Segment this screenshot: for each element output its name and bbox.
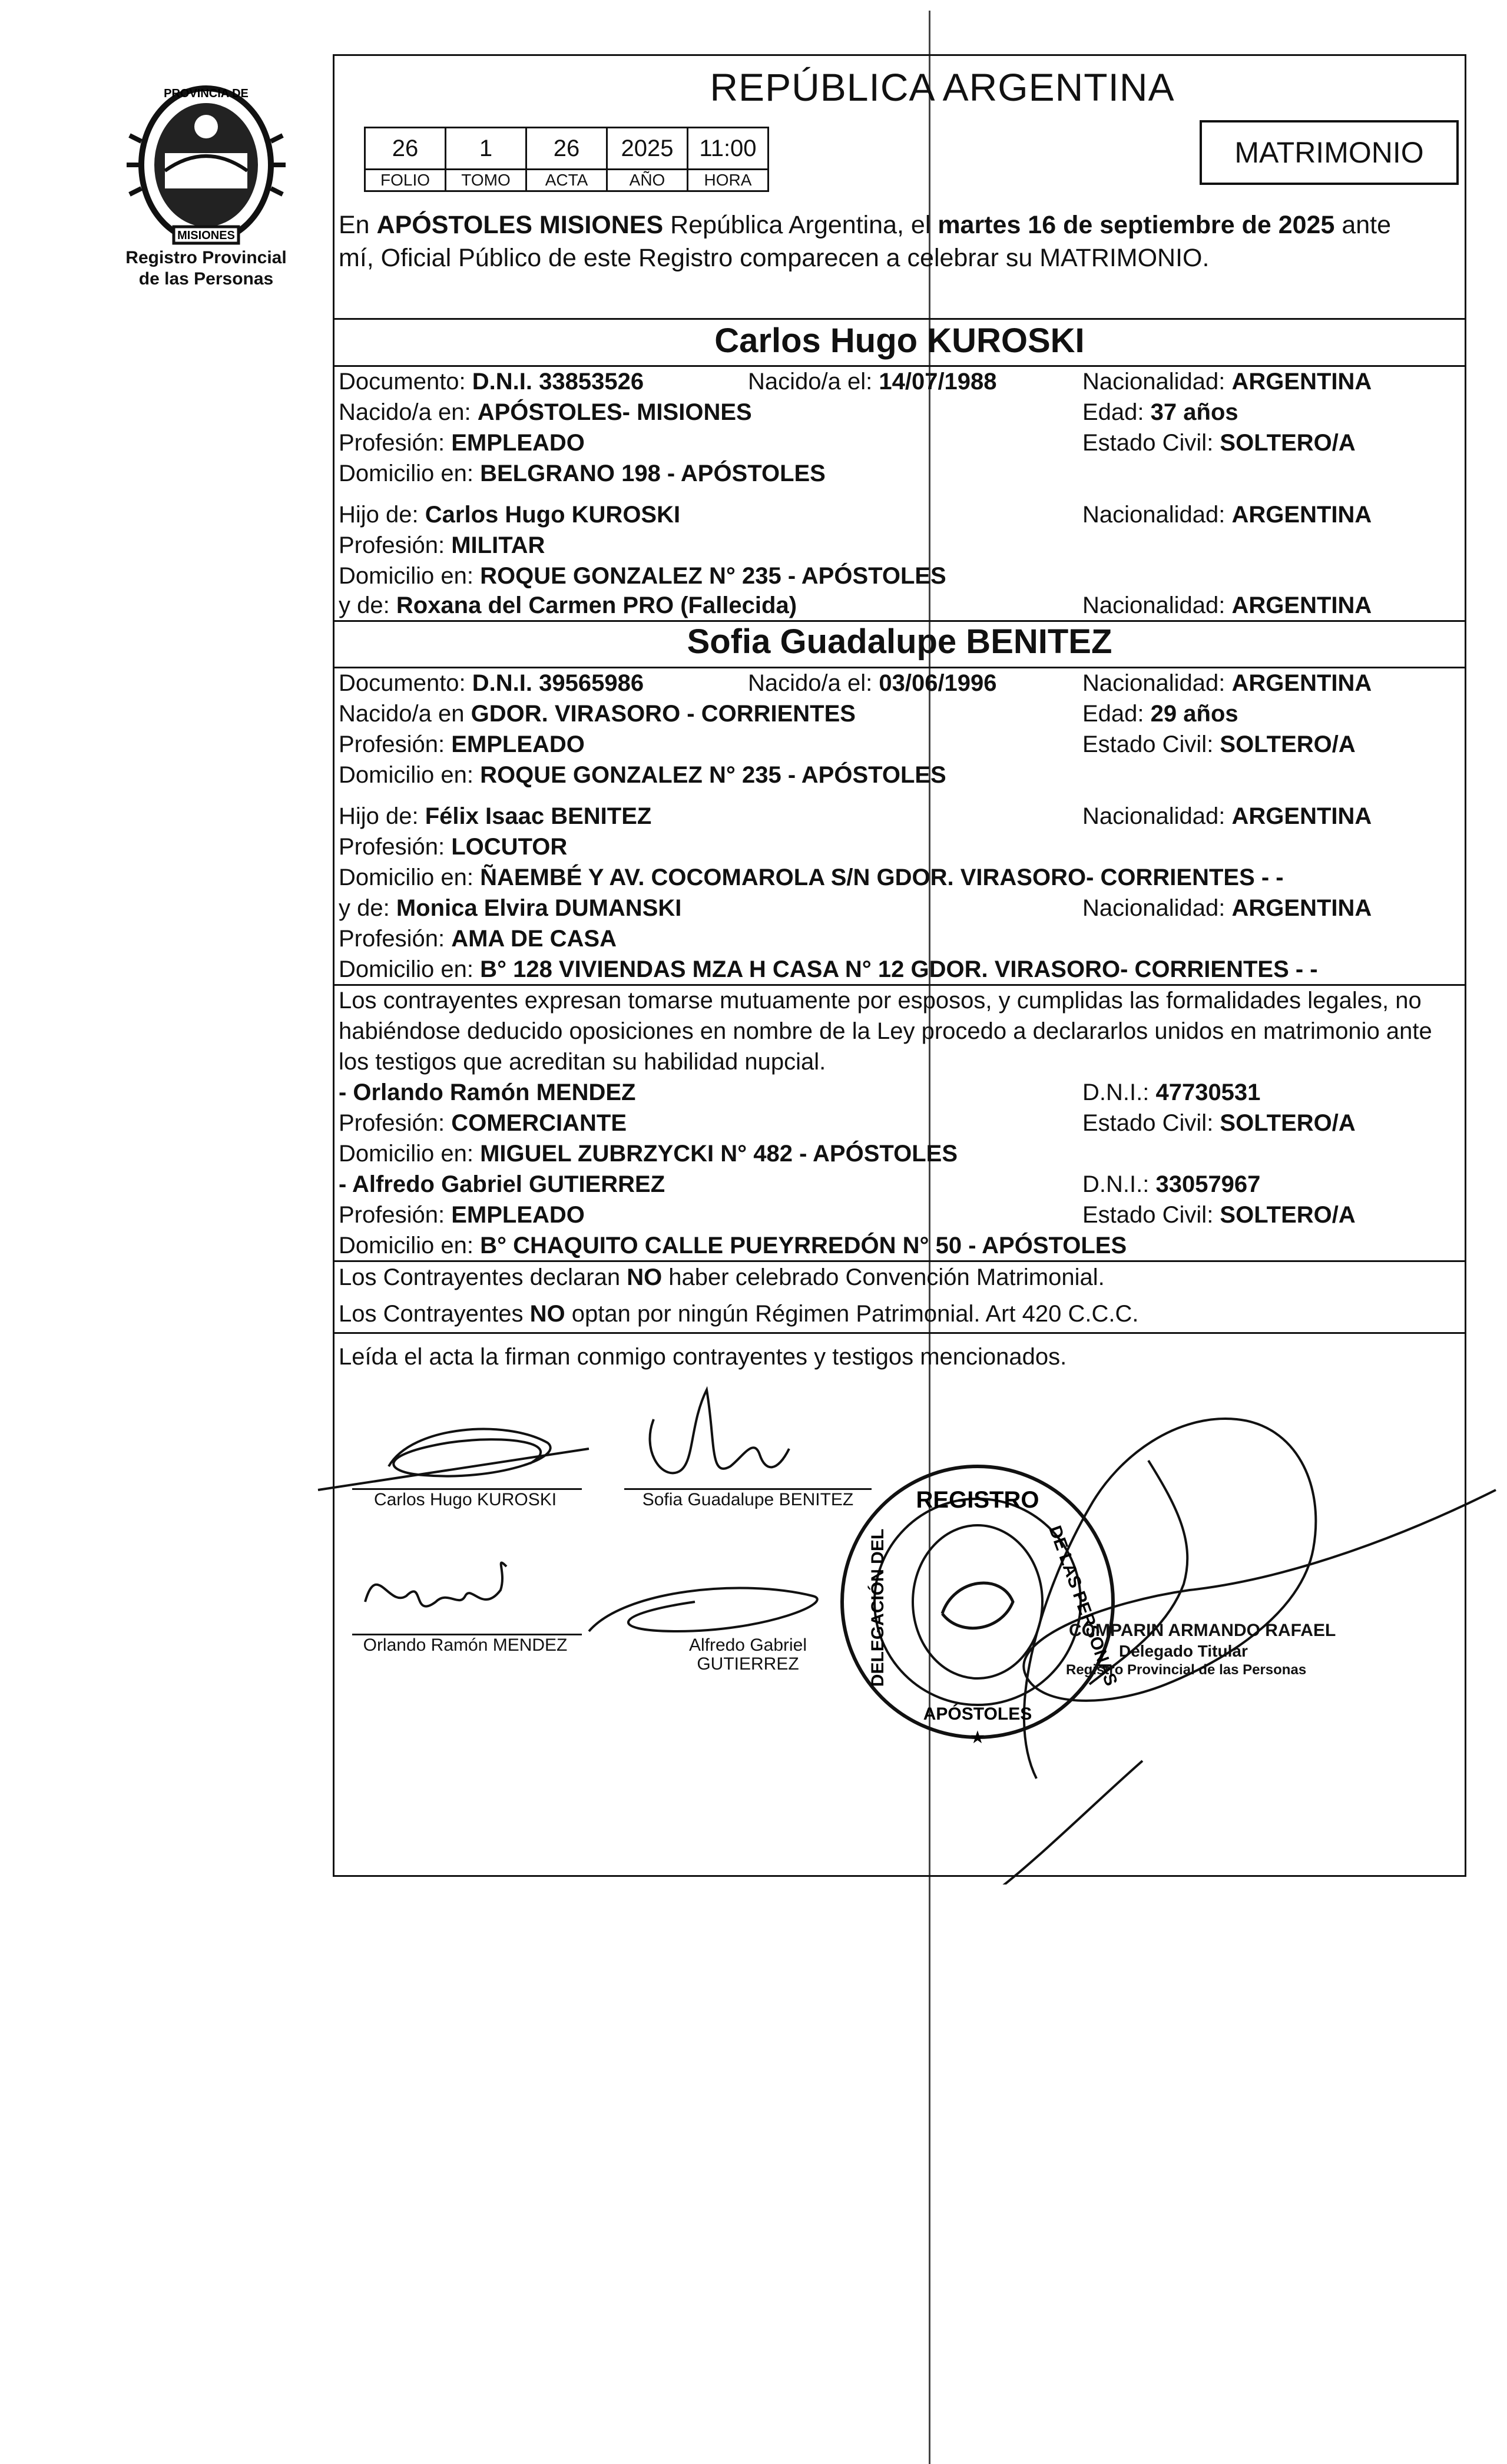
bride-father-nat: Nacionalidad: ARGENTINA: [1082, 803, 1372, 829]
groom-mother: y de: Roxana del Carmen PRO (Fallecida): [339, 592, 797, 618]
groom-age: Edad: 37 años: [1082, 399, 1238, 425]
bride-civil: Estado Civil: SOLTERO/A: [1082, 731, 1356, 757]
witness-2-civil: Estado Civil: SOLTERO/A: [1082, 1202, 1356, 1228]
declaration-line-2: habiéndose deducido oposiciones en nombre de la Ley procedo a declararlos unidos en matrimonio ante: [339, 1018, 1432, 1044]
province-shield-icon: [118, 71, 294, 247]
tomo-label: TOMO: [446, 170, 526, 191]
seal-text-bottom: APÓSTOLES: [923, 1704, 1032, 1724]
groom-father-prof: Profesión: MILITAR: [339, 532, 545, 558]
bride-father-prof: Profesión: LOCUTOR: [339, 834, 568, 860]
groom-first-name: Carlos Hugo: [714, 322, 928, 360]
closing-text: Leída el acta la firman conmigo contrayentes y testigos mencionados.: [339, 1344, 1067, 1370]
groom-mother-nat: Nacionalidad: ARGENTINA: [1082, 592, 1372, 618]
officer-stamp-2: Delegado Titular: [1119, 1642, 1248, 1660]
registry-seal-icon: [842, 1466, 1121, 1748]
bride-mother-prof: Profesión: AMA DE CASA: [339, 926, 617, 952]
intro-pre: En: [339, 211, 377, 239]
bride-name: Sofia Guadalupe BENITEZ: [687, 622, 1112, 661]
witness-2-sign-caption-1: Alfredo Gabriel: [688, 1635, 807, 1655]
witness-2-dni: D.N.I.: 33057967: [1082, 1171, 1261, 1197]
bride-sign-caption: Sofia Guadalupe BENITEZ: [642, 1490, 854, 1509]
bride-dom: Domicilio en: ROQUE GONZALEZ N° 235 - APÓSTOLES: [339, 762, 946, 788]
intro-post: ante: [1334, 211, 1392, 239]
witness-1-dni: D.N.I.: 47730531: [1082, 1079, 1261, 1105]
intro-mid: República Argentina, el: [663, 211, 938, 239]
acta-value: 26: [526, 128, 607, 170]
convention-line-1: Los Contrayentes declaran NO haber celebrado Convención Matrimonial.: [339, 1264, 1105, 1290]
witness-1-name: - Orlando Ramón MENDEZ: [339, 1079, 636, 1105]
bride-father-dom: Domicilio en: ÑAEMBÉ Y AV. COCOMAROLA S/N GDOR. VIRASORO- CORRIENTES - -: [339, 865, 1284, 890]
logo-caption-1: Registro Provincial: [125, 248, 287, 267]
record-type-box: [1200, 120, 1459, 185]
officer-stamp-3: Registro Provincial de las Personas: [1066, 1662, 1307, 1678]
folio-value: 26: [365, 128, 446, 170]
bride-mother-dom: Domicilio en: B° 128 VIVIENDAS MZA H CASA N° 12 GDOR. VIRASORO- CORRIENTES - -: [339, 956, 1318, 982]
acta-label: ACTA: [526, 170, 607, 191]
seal-text-left: DELEGACIÓN DEL: [868, 1528, 887, 1687]
bride-father: Hijo de: Félix Isaac BENITEZ: [339, 803, 652, 829]
groom-father-dom: Domicilio en: ROQUE GONZALEZ N° 235 - APÓSTOLES: [339, 563, 946, 589]
logo-text-bottom: MISIONES: [177, 229, 235, 242]
bride-prof: Profesión: EMPLEADO: [339, 731, 585, 757]
groom-born: Nacido/a el: 14/07/1988: [748, 369, 997, 395]
divider: [333, 1332, 1466, 1334]
seal-text-top: REGISTRO: [916, 1487, 1039, 1513]
intro-place: APÓSTOLES MISIONES: [376, 211, 664, 239]
witness-1-signature-icon: [365, 1563, 506, 1607]
record-type: MATRIMONIO: [1234, 136, 1424, 169]
bride-mother-nat: Nacionalidad: ARGENTINA: [1082, 895, 1372, 921]
bride-born: Nacido/a el: 03/06/1996: [748, 670, 997, 696]
witness-1-sign-caption: Orlando Ramón MENDEZ: [363, 1635, 568, 1655]
bride-nat: Nacionalidad: ARGENTINA: [1082, 670, 1372, 696]
groom-sign-caption: Carlos Hugo KUROSKI: [373, 1490, 557, 1509]
groom-civil: Estado Civil: SOLTERO/A: [1082, 430, 1356, 456]
groom-signature-icon: [318, 1429, 589, 1490]
hora-label: HORA: [688, 170, 769, 191]
anio-value: 2025: [607, 128, 688, 170]
registry-logo: [118, 71, 294, 294]
hora-value: 11:00: [688, 128, 769, 170]
anio-label: AÑO: [607, 170, 688, 191]
groom-pob: Nacido/a en: APÓSTOLES- MISIONES: [339, 399, 752, 425]
seal-star-icon: ★: [969, 1727, 986, 1748]
divider: [333, 318, 1466, 320]
groom-name: [333, 321, 1466, 360]
seal-text-right: DE LAS PERSONAS: [1045, 1523, 1121, 1689]
witness-2-name: - Alfredo Gabriel GUTIERREZ: [339, 1171, 665, 1197]
declaration-line-3: los testigos que acreditan su habilidad nupcial.: [339, 1049, 826, 1075]
officer-stamp-1: COMPARIN ARMANDO RAFAEL: [1069, 1621, 1336, 1640]
bride-pob: Nacido/a en GDOR. VIRASORO - CORRIENTES: [339, 701, 856, 727]
bride-mother: y de: Monica Elvira DUMANSKI: [339, 895, 682, 921]
groom-prof: Profesión: EMPLEADO: [339, 430, 585, 456]
witness-1-civil: Estado Civil: SOLTERO/A: [1082, 1110, 1356, 1136]
bride-doc: Documento: D.N.I. 39565986: [339, 670, 644, 696]
witness-1-dom: Domicilio en: MIGUEL ZUBRZYCKI N° 482 - APÓSTOLES: [339, 1141, 958, 1167]
intro-line-2: mí, Oficial Público de este Registro comparecen a celebrar su MATRIMONIO.: [339, 244, 1210, 272]
witness-2-sign-caption-2: GUTIERREZ: [697, 1654, 799, 1674]
logo-caption-2: de las Personas: [138, 269, 274, 289]
signatures-drawing: [0, 1354, 1507, 1885]
folio-label: FOLIO: [365, 170, 446, 191]
witness-2-signature-icon: [589, 1588, 817, 1632]
intro-line-1: [339, 210, 1391, 240]
declaration-line-1: Los contrayentes expresan tomarse mutuamente por esposos, y cumplidas las formalidades legales, no: [339, 988, 1422, 1014]
groom-father: Hijo de: Carlos Hugo KUROSKI: [339, 502, 681, 528]
groom-doc: Documento: D.N.I. 33853526: [339, 369, 644, 395]
bride-signature-icon: [650, 1390, 789, 1473]
witness-2-dom: Domicilio en: B° CHAQUITO CALLE PUEYRREDÓN N° 50 - APÓSTOLES: [339, 1233, 1127, 1259]
witness-2-prof: Profesión: EMPLEADO: [339, 1202, 585, 1228]
record-table: [364, 127, 769, 192]
groom-last-name: KUROSKI: [927, 322, 1085, 360]
tomo-value: 1: [446, 128, 526, 170]
groom-nat: Nacionalidad: ARGENTINA: [1082, 369, 1372, 395]
country-title: REPÚBLICA ARGENTINA: [710, 65, 1175, 109]
groom-father-nat: Nacionalidad: ARGENTINA: [1082, 502, 1372, 528]
groom-dom: Domicilio en: BELGRANO 198 - APÓSTOLES: [339, 461, 826, 486]
logo-text-top: PROVINCIA DE: [164, 87, 249, 100]
witness-1-prof: Profesión: COMERCIANTE: [339, 1110, 627, 1136]
convention-line-2: Los Contrayentes NO optan por ningún Régimen Patrimonial. Art 420 C.C.C.: [339, 1301, 1139, 1327]
intro-date: martes 16 de septiembre de 2025: [938, 211, 1335, 239]
bride-age: Edad: 29 años: [1082, 701, 1238, 727]
